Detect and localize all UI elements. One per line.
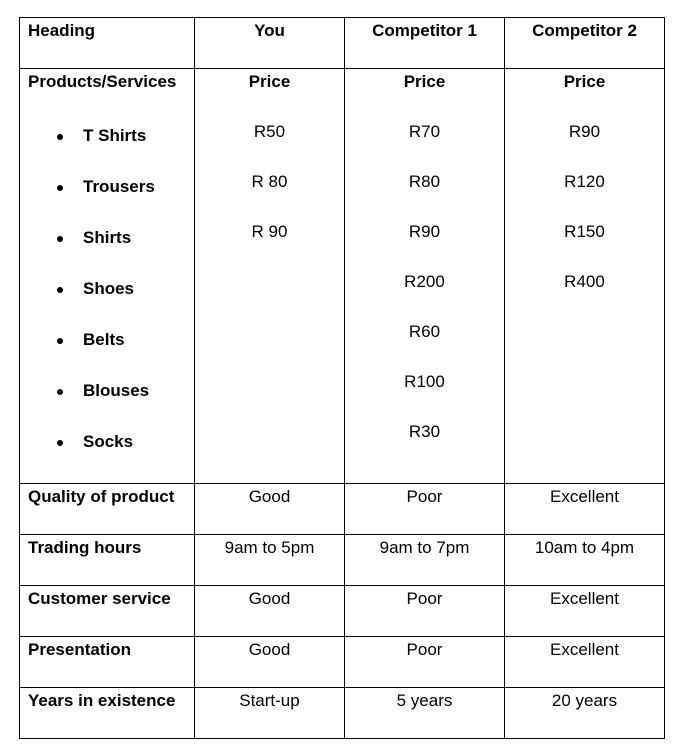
competitor2-value: 20 years bbox=[551, 691, 618, 710]
price-value: R80 bbox=[408, 172, 441, 191]
bullet-icon bbox=[57, 389, 63, 395]
competitor2-price-list bbox=[505, 122, 664, 322]
competitor2-value: Excellent bbox=[550, 589, 619, 608]
competitor1-value: 9am to 7pm bbox=[379, 538, 470, 557]
competitor1-price-list bbox=[345, 122, 504, 472]
product-item bbox=[20, 228, 194, 279]
product-item bbox=[20, 381, 194, 432]
price-value: R150 bbox=[564, 222, 605, 241]
price-value: R50 bbox=[253, 122, 286, 141]
you-value: Good bbox=[248, 487, 291, 506]
competitor2-price-label: Price bbox=[563, 72, 606, 91]
competitor2-value: 10am to 4pm bbox=[534, 538, 635, 557]
header-competitor1: Competitor 1 bbox=[372, 21, 477, 40]
header-you: You bbox=[254, 21, 285, 40]
bullet-icon bbox=[57, 185, 63, 191]
header-competitor2-cell bbox=[505, 18, 665, 69]
you-value: 9am to 5pm bbox=[224, 538, 315, 557]
product-item bbox=[20, 177, 194, 228]
price-value: R100 bbox=[404, 372, 445, 391]
price-value: R60 bbox=[408, 322, 441, 341]
product-name: Shoes bbox=[83, 279, 135, 298]
you-value: Good bbox=[248, 589, 291, 608]
table-row bbox=[20, 535, 665, 586]
header-you-cell bbox=[195, 18, 345, 69]
table-row bbox=[20, 637, 665, 688]
product-name: Socks bbox=[83, 432, 134, 451]
product-name: Trousers bbox=[83, 177, 155, 196]
row-label: Years in existence bbox=[28, 691, 176, 710]
competitor2-prices-cell bbox=[505, 69, 665, 484]
price-value: R 80 bbox=[251, 172, 288, 191]
bullet-icon bbox=[57, 440, 63, 446]
header-row bbox=[20, 18, 665, 69]
product-name: Blouses bbox=[83, 381, 150, 400]
competitor2-value: Excellent bbox=[550, 640, 619, 659]
price-value: R120 bbox=[564, 172, 605, 191]
product-item bbox=[20, 330, 194, 381]
table-row bbox=[20, 586, 665, 637]
bullet-icon bbox=[57, 236, 63, 242]
bullet-icon bbox=[57, 287, 63, 293]
price-value: R90 bbox=[408, 222, 441, 241]
row-label: Presentation bbox=[28, 640, 131, 659]
products-list bbox=[20, 126, 194, 483]
you-value: Start-up bbox=[239, 691, 300, 710]
header-heading-cell bbox=[20, 18, 195, 69]
competitor2-value: Excellent bbox=[550, 487, 619, 506]
product-name: Belts bbox=[83, 330, 125, 349]
products-row bbox=[20, 69, 665, 484]
you-prices-cell bbox=[195, 69, 345, 484]
header-competitor1-cell bbox=[345, 18, 505, 69]
header-competitor2: Competitor 2 bbox=[532, 21, 637, 40]
you-price-label: Price bbox=[248, 72, 291, 91]
bullet-icon bbox=[57, 134, 63, 140]
price-value: R70 bbox=[408, 122, 441, 141]
row-label: Trading hours bbox=[28, 538, 142, 557]
price-value: R30 bbox=[408, 422, 441, 441]
product-item bbox=[20, 279, 194, 330]
you-value: Good bbox=[248, 640, 291, 659]
price-value: R400 bbox=[564, 272, 605, 291]
product-item bbox=[20, 126, 194, 177]
products-cell bbox=[20, 69, 195, 484]
row-label: Customer service bbox=[28, 589, 171, 608]
product-item bbox=[20, 432, 194, 483]
table-row bbox=[20, 484, 665, 535]
competitor1-prices-cell bbox=[345, 69, 505, 484]
you-price-list bbox=[195, 122, 344, 272]
competitor1-value: 5 years bbox=[396, 691, 453, 710]
header-heading: Heading bbox=[28, 21, 96, 40]
price-value: R200 bbox=[404, 272, 445, 291]
competitor-comparison-table bbox=[19, 17, 665, 739]
price-value: R 90 bbox=[251, 222, 288, 241]
table-row bbox=[20, 688, 665, 739]
competitor1-value: Poor bbox=[406, 589, 443, 608]
competitor1-value: Poor bbox=[406, 487, 443, 506]
competitor1-value: Poor bbox=[406, 640, 443, 659]
row-label: Quality of product bbox=[28, 487, 175, 506]
products-label: Products/Services bbox=[28, 72, 177, 91]
bullet-icon bbox=[57, 338, 63, 344]
competitor1-price-label: Price bbox=[403, 72, 446, 91]
product-name: T Shirts bbox=[83, 126, 147, 145]
price-value: R90 bbox=[568, 122, 601, 141]
product-name: Shirts bbox=[83, 228, 132, 247]
